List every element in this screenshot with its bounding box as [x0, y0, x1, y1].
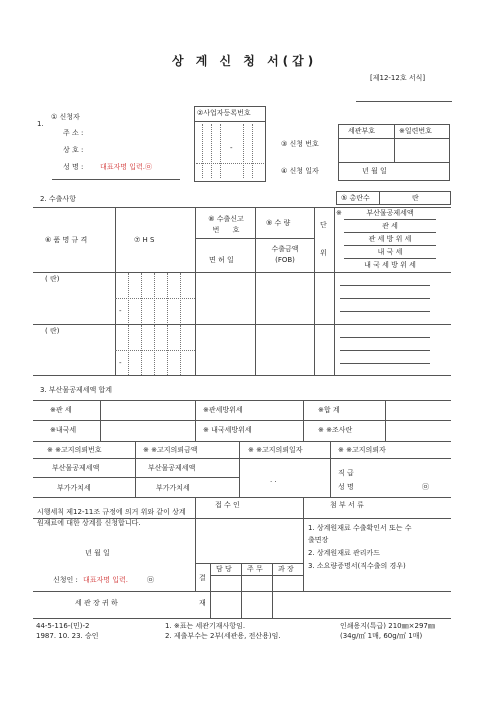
customs-code-label: 세관부호 — [348, 127, 376, 135]
domestic-defense-tax-label: ※ 내국세방위세 — [203, 426, 252, 434]
apply-date-label: ④ 신청 일자 — [281, 167, 319, 175]
attachment-item: 출면장 — [308, 536, 329, 544]
tax-item: 내 국 세 — [377, 248, 403, 256]
declaration-text: 시행세칙 제12-11조 규정에 의거 위와 같이 상계원재료에 대한 상계를 신청합니다. — [37, 508, 186, 527]
row-label: ( 란) — [45, 327, 60, 335]
footer-approval: 1987. 10. 23. 승인 — [36, 632, 99, 640]
section2-heading: 2. 수출사항 — [40, 195, 76, 203]
serial-no-label: ※일련번호 — [399, 127, 432, 135]
unit-header-2: 위 — [320, 249, 327, 257]
approval-char: 재 — [199, 599, 206, 607]
receipt-header: 접 수 인 — [215, 501, 240, 509]
vat-label: 부가가치세 — [156, 484, 190, 492]
total-return-label: ⑤ 총란수 — [341, 194, 370, 202]
notice-number-label: ※ ※고지의뢰번호 — [47, 446, 102, 454]
row-label: ( 란) — [45, 275, 60, 283]
address-label: 주 소 : — [63, 129, 84, 137]
row-dash: - — [119, 307, 122, 315]
seal-mark: ㉧ — [422, 483, 429, 491]
attachment-item: 2. 상계원재료 관리카드 — [308, 549, 380, 557]
customs-head: 세 관 장 귀 하 — [75, 599, 118, 607]
vat-label: 부가가치세 — [57, 484, 91, 492]
row-dash: - — [119, 359, 122, 367]
deduction-label: 부산물공제세액 — [52, 464, 100, 472]
name-label: 성 명 : — [63, 163, 84, 171]
notice-date-label: ※ ※고지의뢰일자 — [248, 446, 303, 454]
amount-header: 수출금액 (FOB) — [271, 245, 299, 264]
section3-heading: 3. 부산물공제세액 합계 — [40, 386, 112, 394]
section1-number: 1. — [37, 120, 44, 128]
form-number-underline — [356, 101, 452, 102]
qty-header: ⑨ 수 량 — [266, 219, 291, 227]
footer-code: 44-5-116-(민)-2 — [36, 622, 90, 630]
export-decl-header: ⑧ 수출신고 번 호 — [208, 215, 244, 234]
domestic-tax-label: ※내국세 — [50, 426, 77, 434]
approval-role: 담 당 — [216, 565, 232, 573]
biz-reg-label: ②사업자등록번호 — [197, 109, 251, 117]
footer-paper-2: (34g/㎡ 1매, 60g/㎡ 1매) — [340, 632, 423, 640]
attachment-item: 3. 소요량증명서(직수출의 경우) — [308, 562, 406, 570]
apply-no-label: ③ 신청 번호 — [281, 140, 319, 148]
unit-header-1: 단 — [320, 221, 327, 229]
applicant-sign-label: 신청인 : — [53, 576, 78, 584]
tax-item: 관 세 방 위 세 — [368, 235, 412, 243]
applicant-sign-value[interactable]: 대표자명 입력. — [83, 576, 129, 584]
deduction-label: 부산물공제세액 — [148, 464, 196, 472]
customs-duty-label: ※관 세 — [50, 406, 72, 414]
page-title: 상 계 신 청 서(갑) — [172, 54, 318, 68]
inspection-label: ※ ※조사란 — [318, 426, 353, 434]
section1-underline — [52, 179, 180, 180]
apply-date-value: 년 월 일 — [362, 167, 387, 175]
tax-item: 내 국 세 방 위 세 — [364, 261, 416, 269]
footer-paper-1: 인쇄용지(특급) 210㎜×297㎜ — [340, 622, 435, 630]
tax-marker: ※ — [336, 209, 342, 217]
attachment-item: 1. 상계원재료 수출확인서 또는 수 — [308, 524, 412, 532]
company-label: 상 호 : — [63, 146, 84, 154]
declaration-date: 년 월 일 — [85, 549, 110, 557]
biz-reg-dash: - — [230, 144, 233, 152]
form-number: [제12-12호 서식] — [370, 74, 426, 82]
product-header: ⑥ 품 명 규 격 — [45, 236, 88, 244]
approval-role: 주 무 — [247, 565, 263, 573]
tax-item: 부산물공제세액 — [366, 209, 414, 217]
person-name-label: 성 명 — [338, 483, 354, 491]
name-value[interactable]: 대표자명 입력.㉧ — [100, 163, 153, 171]
applicant-seal: ㉧ — [147, 576, 154, 584]
license-date-header: 면 허 일 — [209, 256, 234, 264]
footer-note-1: 1. ※표는 세관기재사항임. — [165, 622, 246, 630]
hs-header: ⑦ H S — [134, 236, 155, 244]
total-label: ※합 계 — [318, 406, 340, 414]
notice-requester-label: ※ ※고지의뢰자 — [338, 446, 386, 454]
notice-date-dots: · · — [270, 478, 277, 486]
approval-char: 결 — [199, 574, 206, 582]
tax-item: 관 세 — [382, 222, 398, 230]
total-return-unit: 란 — [412, 194, 419, 202]
attachments-header: 첨 부 서 류 — [330, 501, 364, 509]
defense-tax-label: ※관세방위세 — [203, 406, 243, 414]
approval-role: 과 장 — [278, 565, 294, 573]
footer-note-2: 2. 제출부수는 2부(세관용, 전산용)임. — [165, 632, 281, 640]
applicant-label: ① 신청자 — [51, 113, 80, 121]
notice-amount-label: ※ ※고지의뢰금액 — [143, 446, 198, 454]
position-label: 직 급 — [338, 469, 354, 477]
